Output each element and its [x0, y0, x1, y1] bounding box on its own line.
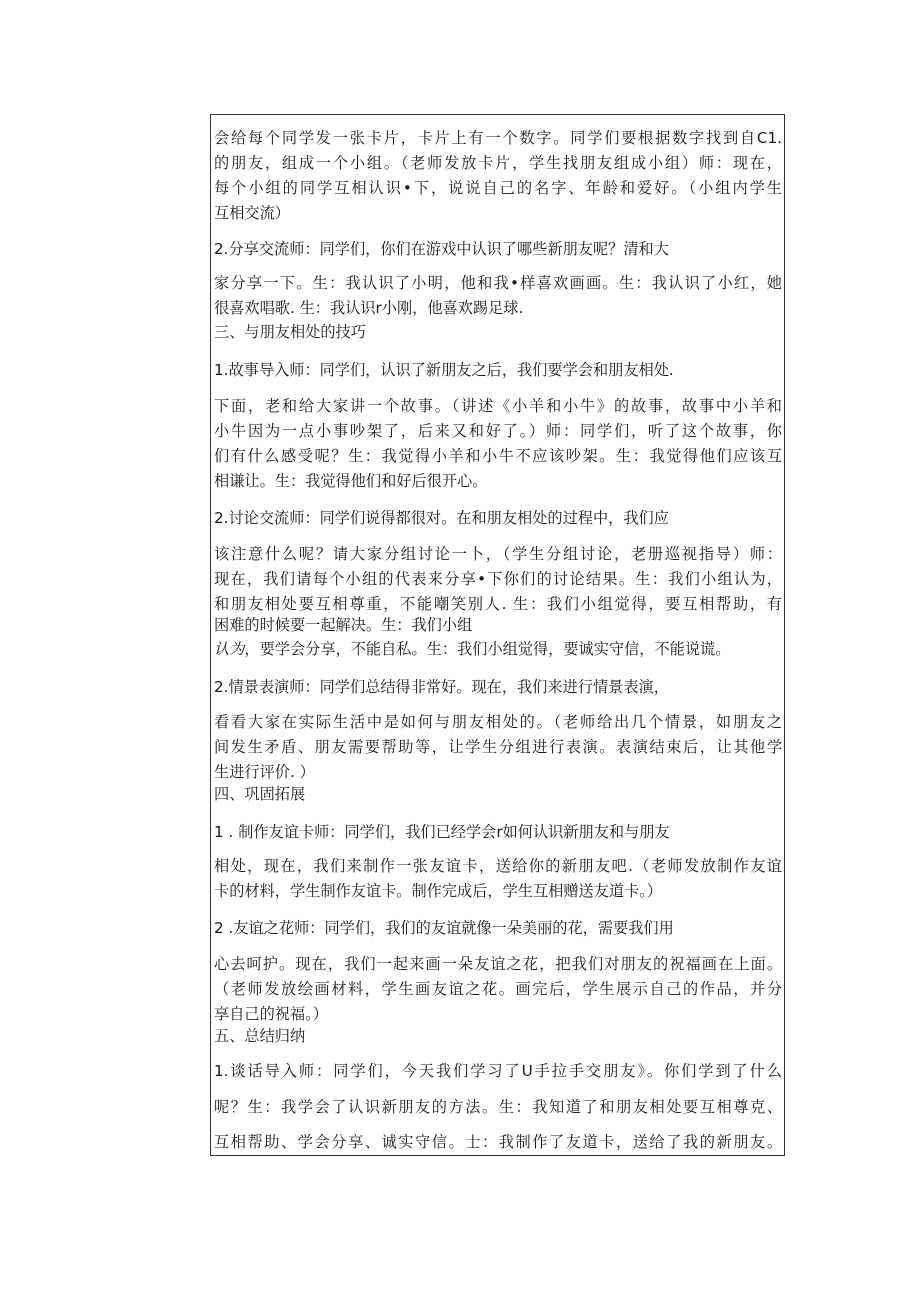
- text-line: 很喜欢唱歌. 生：我认识r小刚，他喜欢踢足球.: [214, 299, 524, 317]
- text-line: 间发生矛盾、朋友需要帮助等，让学生分组进行表演。表演结束后，让其他学: [214, 738, 782, 756]
- section-heading: 四、巩固拓展: [214, 785, 306, 803]
- italic-fragment: 认为: [214, 640, 245, 658]
- text-line: 2.情景表演师：同学们总结得非常好。现在，我们来进行情景表演，: [214, 678, 669, 696]
- text-line: [214, 638, 782, 660]
- text-line: 心去呵护。现在，我们一起来画一朵友谊之花，把我们对朋友的祝福画在上面。: [214, 955, 782, 973]
- text-line: 和朋友相处要互相尊重，不能嘲笑别人. 生：我们小组觉得，要互相帮助，有: [214, 595, 782, 613]
- text-line: 相谦让。生：我觉得他们和好后很开心。: [214, 472, 488, 490]
- text-line: 们有什么感受呢？生：我觉得小羊和小牛不应该吵架。生：我觉得他们应该互: [214, 447, 782, 465]
- text-line: 2.分享交流师：同学们，你们在游戏中认识了哪些新朋友呢？清和大: [214, 240, 669, 258]
- text-line: 1.故事导入师：同学们，认识了新朋友之后，我们要学会和朋友相处.: [214, 361, 674, 379]
- section-heading: 三、与朋友相处的技巧: [214, 323, 366, 341]
- text-line: 1 . 制作友谊卡师：同学们，我们已经学会r如何认识新朋友和与朋友: [214, 823, 670, 841]
- text-line: 该注意什么呢？请大家分组讨论一卜，（学生分组讨论，老册巡视指导）师：: [214, 545, 782, 563]
- text-line: 的朋友，组成一个小组。（老师发放卡片，学生找朋友组成小组）师：现在，: [214, 154, 782, 172]
- text-line: 呢？生：我学会了认识新朋友的方法。生：我知道了和朋友相处要互相尊克、: [214, 1098, 782, 1116]
- text-line: 互相交流）: [214, 204, 290, 222]
- text-line: 卡的材料，学生制作友谊卡。制作完成后，学生互相赠送友道卡。）: [214, 882, 663, 900]
- text-line: 互相帮助、学会分享、诚实守信。士：我制作了友道卡，送给了我的新朋友。: [214, 1133, 782, 1151]
- text-line: 现在，我们请每个小组的代表来分享•下你们的讨论结果。生：我们小组认为，: [214, 570, 782, 588]
- text-line: 下面，老和给大家讲一个故事。（讲述《小羊和小牛》的故事，故事中小羊和: [214, 397, 782, 415]
- text-line: 困难的时候要一起解决。生：我们小组: [214, 616, 473, 634]
- text-line: 看看大家在实际生活中是如何与朋友相处的。（老师给出几个情景，如朋友之: [214, 713, 782, 731]
- text-line: 会给每个同学发一张卡片，卡片上有一个数字。同学们要根据数字找到自C1.: [214, 129, 782, 147]
- text-line: 小牛因为一点小事吵架了，后来又和好了。）师：同学们，听了这个故事，你: [214, 422, 782, 440]
- text-line: 享自己的祝福。）: [214, 1005, 328, 1023]
- text-line: 2 .友谊之花师：同学们，我们的友谊就像一朵美丽的花，需要我们用: [214, 919, 674, 937]
- text-line: 1.谈话导入师：同学们，今天我们学习了U手拉手交朋友》。你们学到了什么: [214, 1062, 782, 1080]
- text-line: 生进行评价. ）: [214, 763, 315, 781]
- text-line: 家分享一下。生：我认识了小明，他和我•样喜欢画画。生：我认识了小红，她: [214, 274, 782, 292]
- text-fragment: ，要学会分享，不能自私。生：我们小组觉得，要诚实守信，不能说谎。: [244, 640, 731, 658]
- text-line: （老师发放绘画材料，学生画友谊之花。画完后，学生展示自己的作品，并分: [214, 980, 782, 998]
- text-line: 2.讨论交流师：同学们说得都很对。在和朋友相处的过程中，我们应: [214, 509, 669, 527]
- text-line: 相处，现在，我们来制作一张友谊卡，送给你的新朋友吧.（老师发放制作友谊: [214, 857, 782, 875]
- section-heading: 五、总结归纳: [214, 1027, 306, 1045]
- text-line: 每个小组的同学互相认识•下，说说自己的名字、年龄和爱好。（小组内学生: [214, 179, 782, 197]
